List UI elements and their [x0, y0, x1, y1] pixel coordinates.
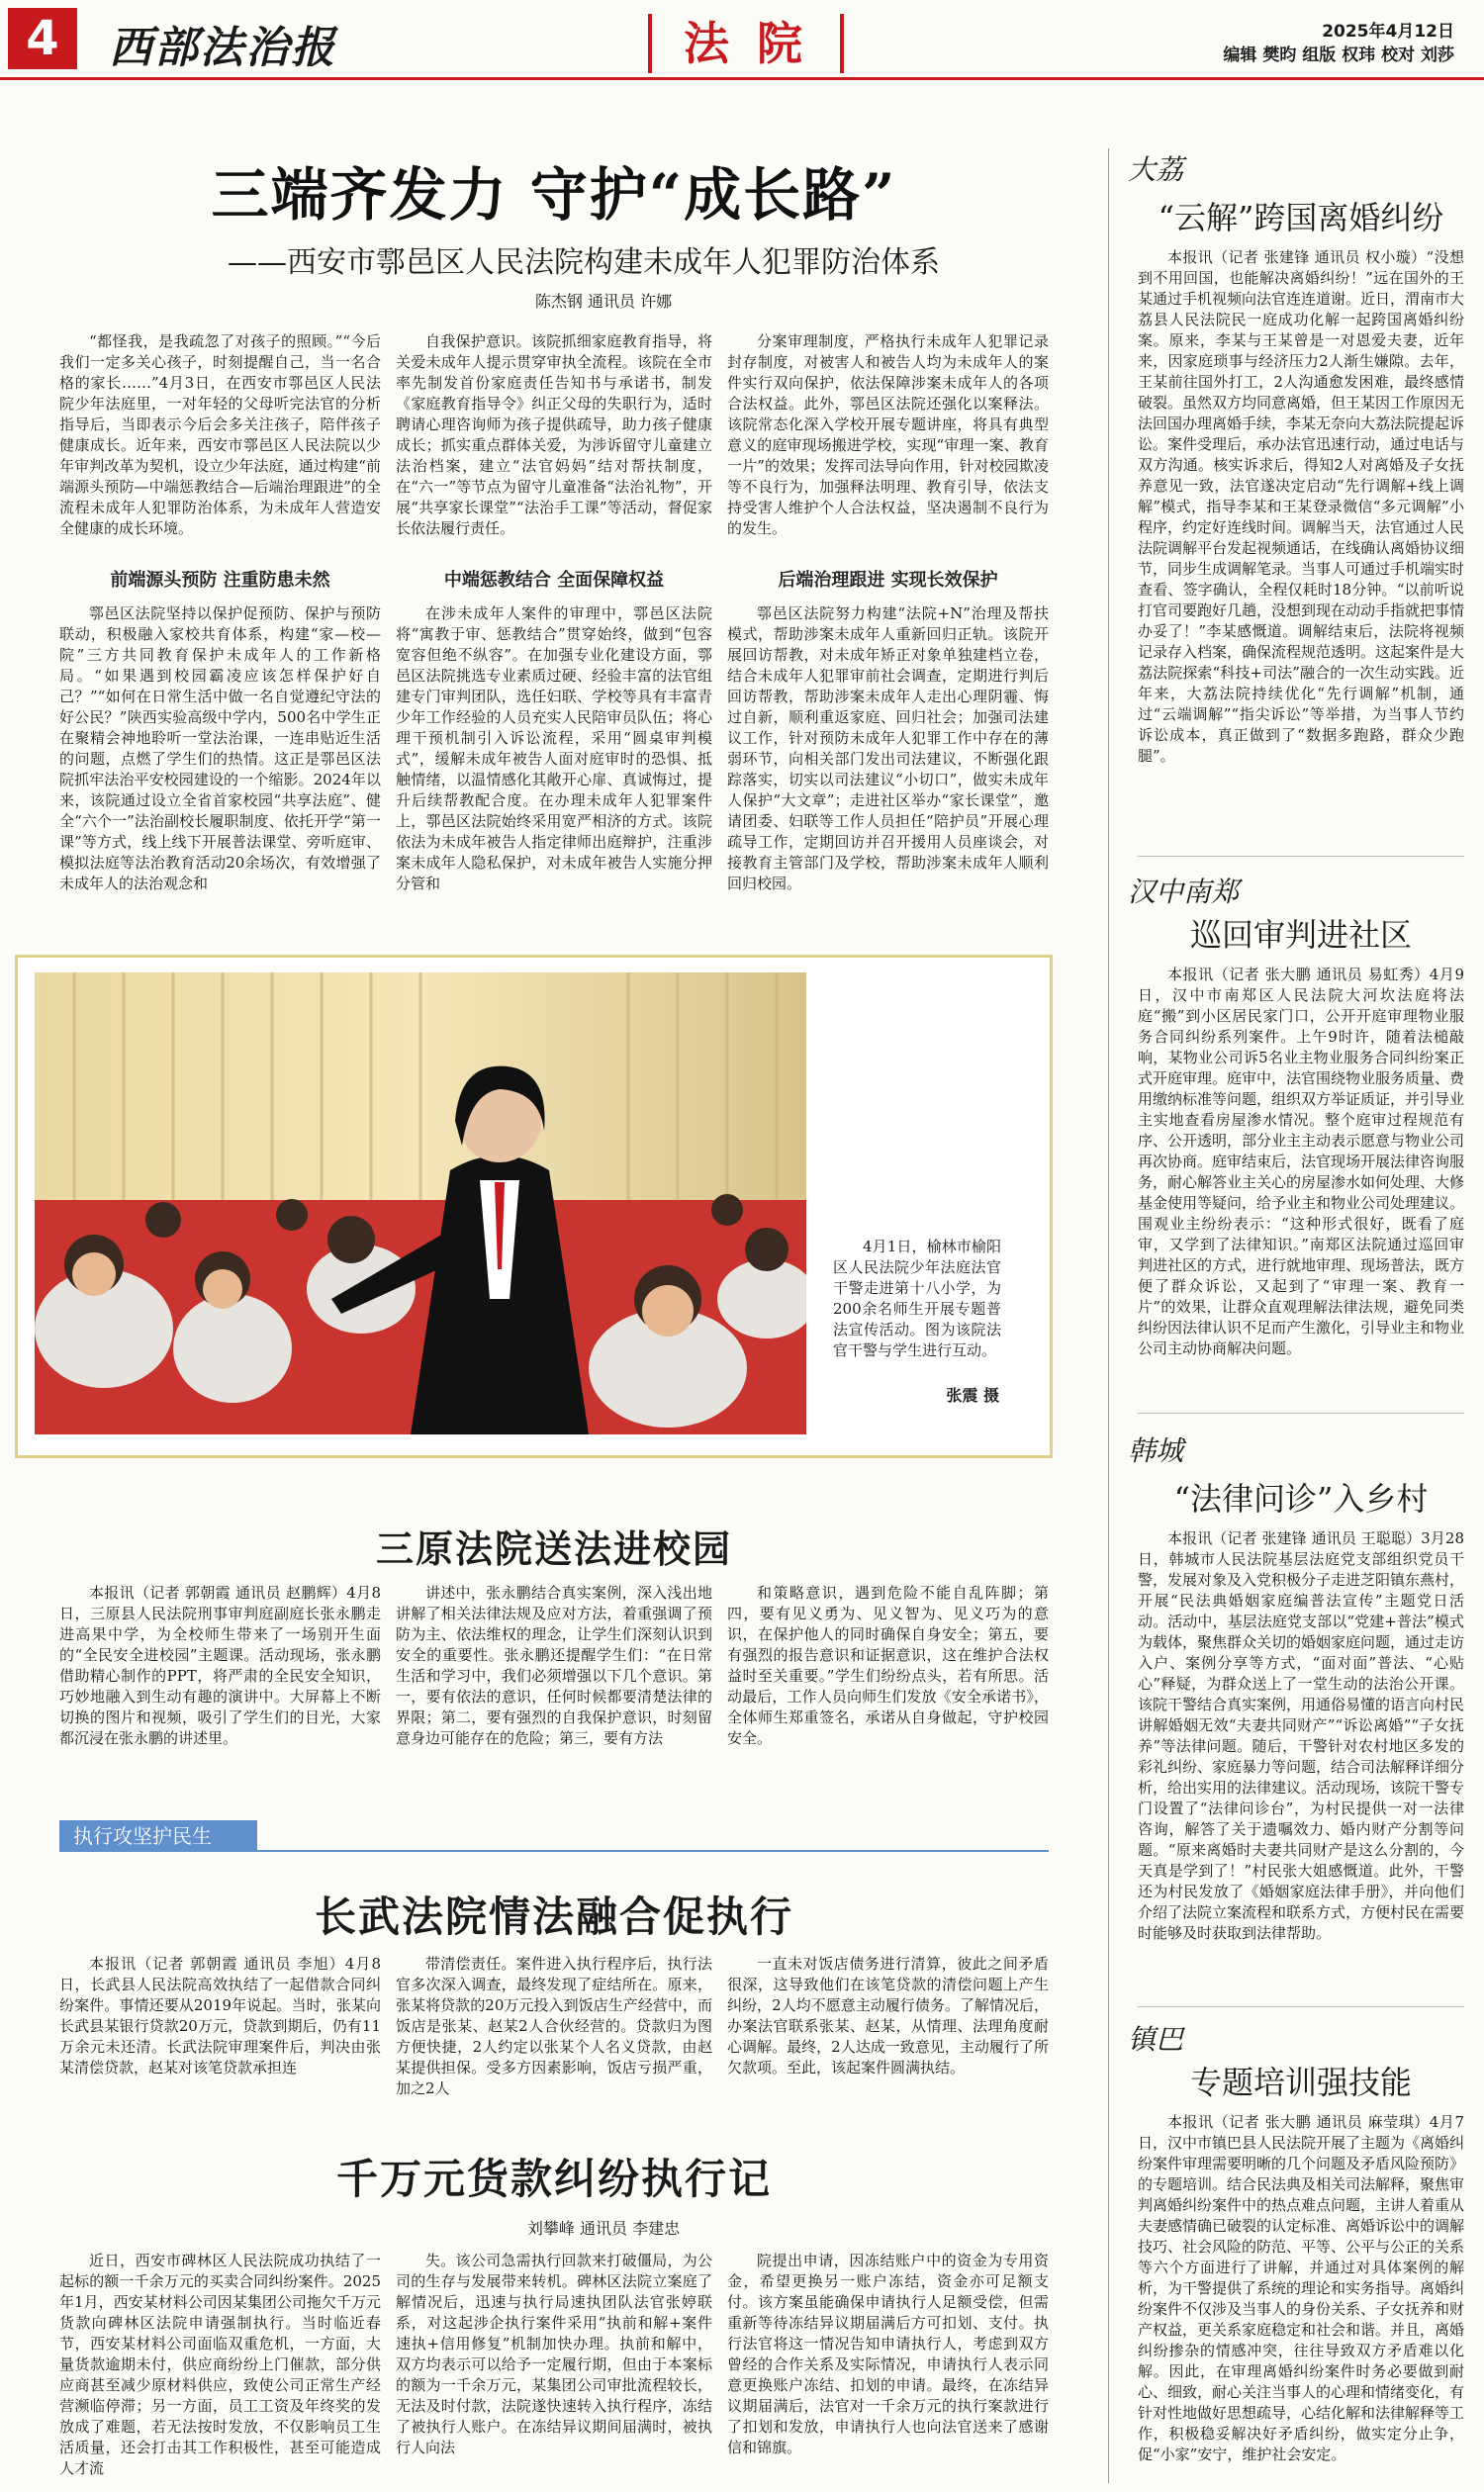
- page-number: 4: [8, 8, 77, 69]
- news-photo: [35, 972, 806, 1434]
- lead-subhead: 后端治理跟进 实现长效保护: [778, 570, 998, 591]
- lead-paragraph: 分案审理制度，严格执行未成年人犯罪记录封存制度，对被害人和被告人均为未成年人的案件实行双向保护，依法保障涉案未成年人的各项合法权益。此外，鄠邑区法院还强化以案释法。该院常态化深入学校开展专题讲座，将具有典型意义的庭审现场搬进学校，实现“审理一案、教育一片”的效果；发挥司法导向作用，针对校园欺凌等不良行为，加强释法明理、教育引导，依法支持受害人维护个人合法权益，坚决遏制不良行为的发生。: [727, 332, 1049, 537]
- sidebar-body: 本报讯（记者 张大鹏 通讯员 易虹秀）4月9日，汉中市南郑区人民法院大河坎法庭将法庭“搬”到小区居民家门口，公开开庭审理物业服务合同纠纷系列案件。上午9时许，随着法槌敲响，某物业公司诉5名业主物业服务合同纠纷案正式开庭审理。庭审中，法官围绕物业服务质量、费用缴纳标准等问题，组织双方举证质证，并引导业主实地查看房屋渗水情况。整个庭审过程规范有序、公开透明，部分业主主动表示愿意与物业公司再次协商。庭审结束后，法官现场开展法律咨询服务，耐心解答业主关心的房屋渗水如何处理、大修基金使用等疑问，给予业主和物业公司处理建议。围观业主纷纷表示：“这种形式很好，既看了庭审，又学到了法律知识。”南郑区法院通过巡回审判进社区的方式，进行就地审理、现场普法，既方便了群众诉讼，又起到了“审理一案、教育一片”的效果，让群众直观理解法律法规，避免同类纠纷因法律认识不足而产生激化，引导业主和物业公司主动协商解决问题。: [1138, 966, 1464, 1357]
- article-byline: 刘攀峰 通讯员 李建忠: [526, 2219, 681, 2238]
- article-title: 千万元货款纠纷执行记: [335, 2155, 772, 2203]
- lead-paragraph: “都怪我，是我疏忽了对孩子的照顾。”“今后我们一定多关心孩子，时刻提醒自己，当一名合格的家长……”4月3日，在西安市鄠邑区人民法院少年法庭里，一对年轻的父母听完法官的分析指导后，当即表示今后会多关注孩子，陪伴孩子健康成长。近年来，西安市鄠邑区人民法院以少年审判改革为契机，设立少年法庭，通过构建“前端源头预防—中端惩教结合—后端治理跟进”的全流程未成年人犯罪防治体系，为未成年人营造安全健康的成长环境。: [59, 332, 381, 537]
- tag-rule: [59, 1850, 1049, 1852]
- article-title: 长武法院情法融合促执行: [314, 1892, 793, 1941]
- lead-subtitle: ——西安市鄠邑区人民法院构建未成年人犯罪防治体系: [228, 245, 940, 280]
- sidebar-body: 本报讯（记者 张大鹏 通讯员 麻莹琪）4月7日，汉中市镇巴县人民法院开展了主题为《离婚纠纷案件审理需要明晰的几个问题及矛盾风险预防》的专题培训。结合民法典及相关司法解释，聚焦审判离婚纠纷案件中的热点难点问题，主讲人着重从夫妻感情确已破裂的认定标准、离婚诉讼中的调解技巧、社会风险的防范、平等、公平与公正的关系等六个方面进行了讲解，并通过对具体案例的解析，为干警提供了系统的理论和实务指导。离婚纠纷案件不仅涉及当事人的身份关系、子女抚养和财产权益，更关系家庭稳定和社会和谐。并且，离婚纠纷掺杂的情感冲突，往往导致双方矛盾难以化解。因此，在审理离婚纠纷案件时务必要做到耐心、细致，耐心关注当事人的心理和情绪变化，有针对性地做好思想疏导，心结化解和法律解释等工作，积极稳妥解决好矛盾纠纷，做实定分止争，促“小家”安宁，维护社会安定。: [1138, 2113, 1464, 2463]
- article-paragraph: 带清偿责任。案件进入执行程序后，执行法官多次深入调查，最终发现了症结所在。原来，张某将贷款的20万元投入到饭店生产经营中，而饭店是张某、赵某2人合伙经营的。贷款归为图方便快捷，2人约定以张某个人名义贷款，由赵某提供担保。受多方因素影响，饭店亏损严重，加之2人: [396, 1955, 712, 2097]
- sidebar-title: “法律问诊”入乡村: [1173, 1480, 1429, 1518]
- photo-caption: 4月1日，榆林市榆阳区人民法院少年法庭法官干警走进第十八小学，为200余名师生开展专题普法宣传活动。图为该院法官干警与学生进行互动。: [833, 1238, 1001, 1359]
- sidebar-rule: [1138, 856, 1464, 857]
- header-rule: [0, 77, 1484, 80]
- lead-subhead: 前端源头预防 注重防患未然: [110, 570, 330, 591]
- photo-credit: 张震 摄: [946, 1386, 999, 1405]
- sidebar-title: 巡回审判进社区: [1189, 916, 1412, 954]
- lead-byline: 陈杰钢 通讯员 许娜: [534, 292, 673, 311]
- sidebar-rule: [1138, 1413, 1464, 1414]
- sidebar-location: 韩城: [1128, 1434, 1184, 1467]
- article-paragraph: 本报讯（记者 郭朝霞 通讯员 赵鹏辉）4月8日，三原县人民法院刑事审判庭副庭长张永鹏走进高果中学，为全校师生带来了一场别开生面的“全民安全进校园”主题课。活动现场，张永鹏借助精心制作的PPT，将严肃的全民安全知识，巧妙地融入到生动有趣的演讲中。大屏幕上不断切换的图片和视频，吸引了学生们的目光，大家都沉浸在张永鹏的讲述里。: [59, 1584, 381, 1747]
- sidebar-body: 本报讯（记者 张建锋 通讯员 权小璇）“没想到不用回国，也能解决离婚纠纷！”远在国外的王某通过手机视频向法官连连道谢。近日，渭南市大荔县人民法院民一庭成功化解一起跨国离婚纠纷案。原来，李某与王某曾是一对恩爱夫妻，近年来，因家庭琐事与经济压力2人渐生嫌隙。去年，王某前往国外打工，2人沟通愈发困难，最终感情破裂。虽然双方均同意离婚，但王某因工作原因无法回国办理离婚手续，李某无奈向大荔法院提起诉讼。案件受理后，承办法官迅速行动，通过电话与双方沟通。核实诉求后，得知2人对离婚及子女抚养意见一致，法官遂决定启动“先行调解+线上调解”模式，指导李某和王某登录微信“多元调解”小程序，约定好连线时间。调解当天，法官通过人民法院调解平台发起视频通话，在线确认离婚协议细节，同步生成调解笔录。当事人可通过手机端实时查看、签字确认，全程仅耗时18分钟。“以前听说打官司要跑好几趟，没想到现在动动手指就把事情办妥了！”李某感慨道。调解结束后，法院将视频记录存入档案，确保流程规范透明。这起案件是大荔法院探索“科技+司法”融合的一次生动实践。近年来，大荔法院持续优化“先行调解”机制，通过“云端调解”“指尖诉讼”等举措，为当事人节约诉讼成本，真正做到了“数据多跑路，群众少跑腿”。: [1138, 248, 1464, 765]
- article-paragraph: 一直未对饭店债务进行清算，彼此之间矛盾很深，这导致他们在该笔贷款的清偿问题上产生纠纷，2人均不愿意主动履行债务。了解情况后，办案法官联系张某、赵某，从情理、法理角度耐心调解。最终，2人达成一致意见，主动履行了所欠款项。至此，该起案件圆满执结。: [727, 1955, 1049, 2077]
- lead-paragraph: 鄠邑区法院坚持以保护促预防、保护与预防联动，积极融入家校共育体系，构建“家—校—院”三方共同教育保护未成年人的工作新格局。“如果遇到校园霸凌应该怎样保护好自己？”“如何在日常生活中做一名自觉遵纪守法的好公民？”陕西实验高级中学内，500名中学生正在聚精会神地聆听一堂法治课，一连串贴近生活的问题，点燃了学生们的热情。这正是鄠邑区法院抓牢法治平安校园建设的一个缩影。2024年以来，该院通过设立全省首家校园“共享法庭”、健全“六个一”法治副校长履职制度、依托开学“第一课”等方式，线上线下开展普法课堂、旁听庭审、模拟法庭等法治教育活动20余场次，有效增强了未成年人的法治观念和: [59, 604, 381, 892]
- article-paragraph: 和策略意识，遇到危险不能自乱阵脚；第四，要有见义勇为、见义智为、见义巧为的意识，在保护他人的同时确保自身安全；第五，要有强烈的报告意识和证据意识，这在维护合法权益时至关重要。”学生们纷纷点头，若有所思。活动最后，工作人员向师生们发放《安全承诺书》，全体师生郑重签名，承诺从自身做起，守护校园安全。: [727, 1584, 1049, 1747]
- lead-paragraph: 在涉未成年人案件的审理中，鄠邑区法院将“寓教于审、惩教结合”贯穿始终，做到“包容宽容但绝不纵容”。在加强专业化建设方面，鄠邑区法院挑选专业素质过硬、经验丰富的法官组建专门审判团队，选任妇联、学校等具有丰富青少年工作经验的人员充实人民陪审员队伍；将心理干预机制引入诉讼流程，采用“圆桌审判模式”，缓解未成年被告人面对庭审时的恐惧、抵触情绪，以温情感化其敞开心扉、真诚悔过，提升后续帮教配合度。在办理未成年人犯罪案件上，鄠邑区法院始终采用宽严相济的方式。该院依法为未成年被告人指定律师出庭辩护，注重涉案未成年人隐私保护，对未成年被告人实施分押分管和: [396, 604, 712, 892]
- article-paragraph: 院提出申请，因冻结账户中的资金为专用资金，希望更换另一账户冻结，资金亦可足额支付。该方案虽能确保申请执行人足额受偿，但需重新等待冻结异议期届满后方可扣划、支付。执行法官将这一情况告知申请执行人，考虑到双方曾经的合作关系及实际情况，申请执行人表示同意更换账户冻结、扣划的申请。最终，在冻结异议期届满后，法官对一千余万元的执行案款进行了扣划和发放，申请执行人也向法官送来了感谢信和锦旗。: [727, 2252, 1049, 2456]
- section-name: 法 院: [648, 14, 844, 73]
- article-paragraph: 本报讯（记者 郭朝霞 通讯员 李旭）4月8日，长武县人民法院高效执结了一起借款合同纠纷案件。事情还要从2019年说起。当时，张某向长武县某银行贷款20万元，贷款到期后，仍有11万余元未还清。长武法院审理案件后，判决由张某清偿贷款，赵某对该笔贷款承担连: [59, 1955, 381, 2077]
- topic-tag: 执行攻坚护民生: [59, 1820, 257, 1852]
- issue-date: 2025年4月12日: [1322, 22, 1454, 42]
- lead-subhead: 中端惩教结合 全面保障权益: [443, 570, 665, 591]
- sidebar-title: “云解”跨国离婚纠纷: [1158, 199, 1444, 236]
- sidebar-location: 汉中南郑: [1128, 876, 1240, 908]
- newspaper-name: 西部法治报: [109, 23, 336, 73]
- sidebar-location: 大荔: [1128, 153, 1184, 186]
- sidebar-location: 镇巴: [1128, 2023, 1184, 2056]
- sidebar-title: 专题培训强技能: [1189, 2064, 1412, 2101]
- sidebar-rule: [1138, 2006, 1464, 2007]
- article-title: 三原法院送法进校园: [375, 1526, 732, 1571]
- issue-info: [1223, 20, 1454, 67]
- article-paragraph: 失。该公司急需执行回款来打破僵局，为公司的生存与发展带来转机。碑林区法院立案庭了解情况后，迅速与执行局速执团队法官张婷联系，对这起涉企执行案件采用“执前和解+案件速执+信用修复”机制加快办理。执前和解中，双方均表示可以给予一定履行期，但由于本案标的额为一千余万元，某集团公司审批流程较长，无法及时付款，法院遂快速转入执行程序，冻结了被执行人账户。在冻结异议期间届满时，被执行人向法: [396, 2252, 712, 2456]
- column-divider: [1108, 148, 1109, 2483]
- editor-credits: 编辑 樊昀 组版 权玮 校对 刘莎: [1223, 46, 1454, 65]
- article-paragraph: 近日，西安市碑林区人民法院成功执结了一起标的额一千余万元的买卖合同纠纷案件。2025年1月，西安某材料公司因某集团公司拖欠千万元货款向碑林区法院申请强制执行。当时临近春节，西安某材料公司面临双重危机，一方面，大量货款逾期未付，供应商纷纷上门催款，部分供应商甚至减少原材料供应，致使公司正常生产经营濒临停滞；另一方面，员工工资及年终奖的发放成了难题，若无法按时发放，不仅影响员工生活质量，还会打击其工作积极性，甚至可能造成人才流: [59, 2252, 381, 2477]
- lead-paragraph: 自我保护意识。该院抓细家庭教育指导，将关爱未成年人提示贯穿审执全流程。该院在全市率先制发首份家庭责任告知书与承诺书，制发《家庭教育指导令》纠正父母的失职行为，适时聘请心理咨询师为孩子提供疏导，助力孩子健康成长；抓实重点群体关爱，为涉诉留守儿童建立法治档案，建立“法官妈妈”结对帮扶制度，在“六一”等节点为留守儿童准备“法治礼物”，开展“共享家长课堂”“法治手工课”等活动，督促家长依法履行责任。: [396, 332, 712, 537]
- sidebar-body: 本报讯（记者 张建锋 通讯员 王聪聪）3月28日，韩城市人民法院基层法庭党支部组织党员干警，发展对象及入党积极分子走进芝阳镇东燕村，开展“民法典婚姻家庭编普法宣传”主题党日活动。活动中，基层法庭党支部以“党建+普法”模式为载体，聚焦群众关切的婚姻家庭问题，通过走访入户、案例分享等方式，“面对面”普法、“心贴心”释疑，为群众送上了一堂生动的法治公开课。该院干警结合真实案例，用通俗易懂的语言向村民讲解婚姻无效“夫妻共同财产”“诉讼离婚”“子女抚养”等法律问题。随后，干警针对农村地区多发的彩礼纠纷、家庭暴力等问题，结合司法解释详细分析，给出实用的法律建议。活动现场，该院干警专门设置了“法律问诊台”，为村民提供一对一法律咨询，解答了关于遗嘱效力、婚内财产分割等问题。“原来离婚时夫妻共同财产是这么分割的，今天真是学到了！”村民张大姐感慨道。此外，干警还为村民发放了《婚姻家庭法律手册》，并向他们介绍了法院立案流程和联系方式，方便村民在需要时能够及时获取到法律帮助。: [1138, 1529, 1464, 1942]
- article-paragraph: 讲述中，张永鹏结合真实案例，深入浅出地讲解了相关法律法规及应对方法，着重强调了预防为主、依法维权的理念，让学生们深刻认识到安全的重要性。张永鹏还提醒学生们：“在日常生活和学习中，我们必须增强以下几个意识。第一，要有依法的意识，任何时候都要清楚法律的界限；第二，要有强烈的自我保护意识，时刻留意身边可能存在的危险；第三，要有方法: [396, 1584, 712, 1747]
- lead-title: 三端齐发力 守护“成长路”: [211, 161, 897, 229]
- lead-paragraph: 鄠邑区法院努力构建“法院+N”治理及帮扶模式，帮助涉案未成年人重新回归正轨。该院开展回访帮教，对未成年矫正对象单独建档立卷，结合未成年人犯罪审前社会调查，定期进行判后回访帮教，帮助涉案未成年人走出心理阴霾、悔过自新，顺利重返家庭、回归社会；加强司法建议工作，针对预防未成年人犯罪工作中存在的薄弱环节，向相关部门发出司法建议，不断强化跟踪落实，切实以司法建议“小切口”，做实未成年人保护“大文章”；走进社区举办“家长课堂”，邀请团委、妇联等工作人员担任“陪护员”开展心理疏导工作，定期回访并召开援用人员座谈会，对接教育主管部门及学校，帮助涉案未成年人顺利回归校园。: [727, 604, 1049, 892]
